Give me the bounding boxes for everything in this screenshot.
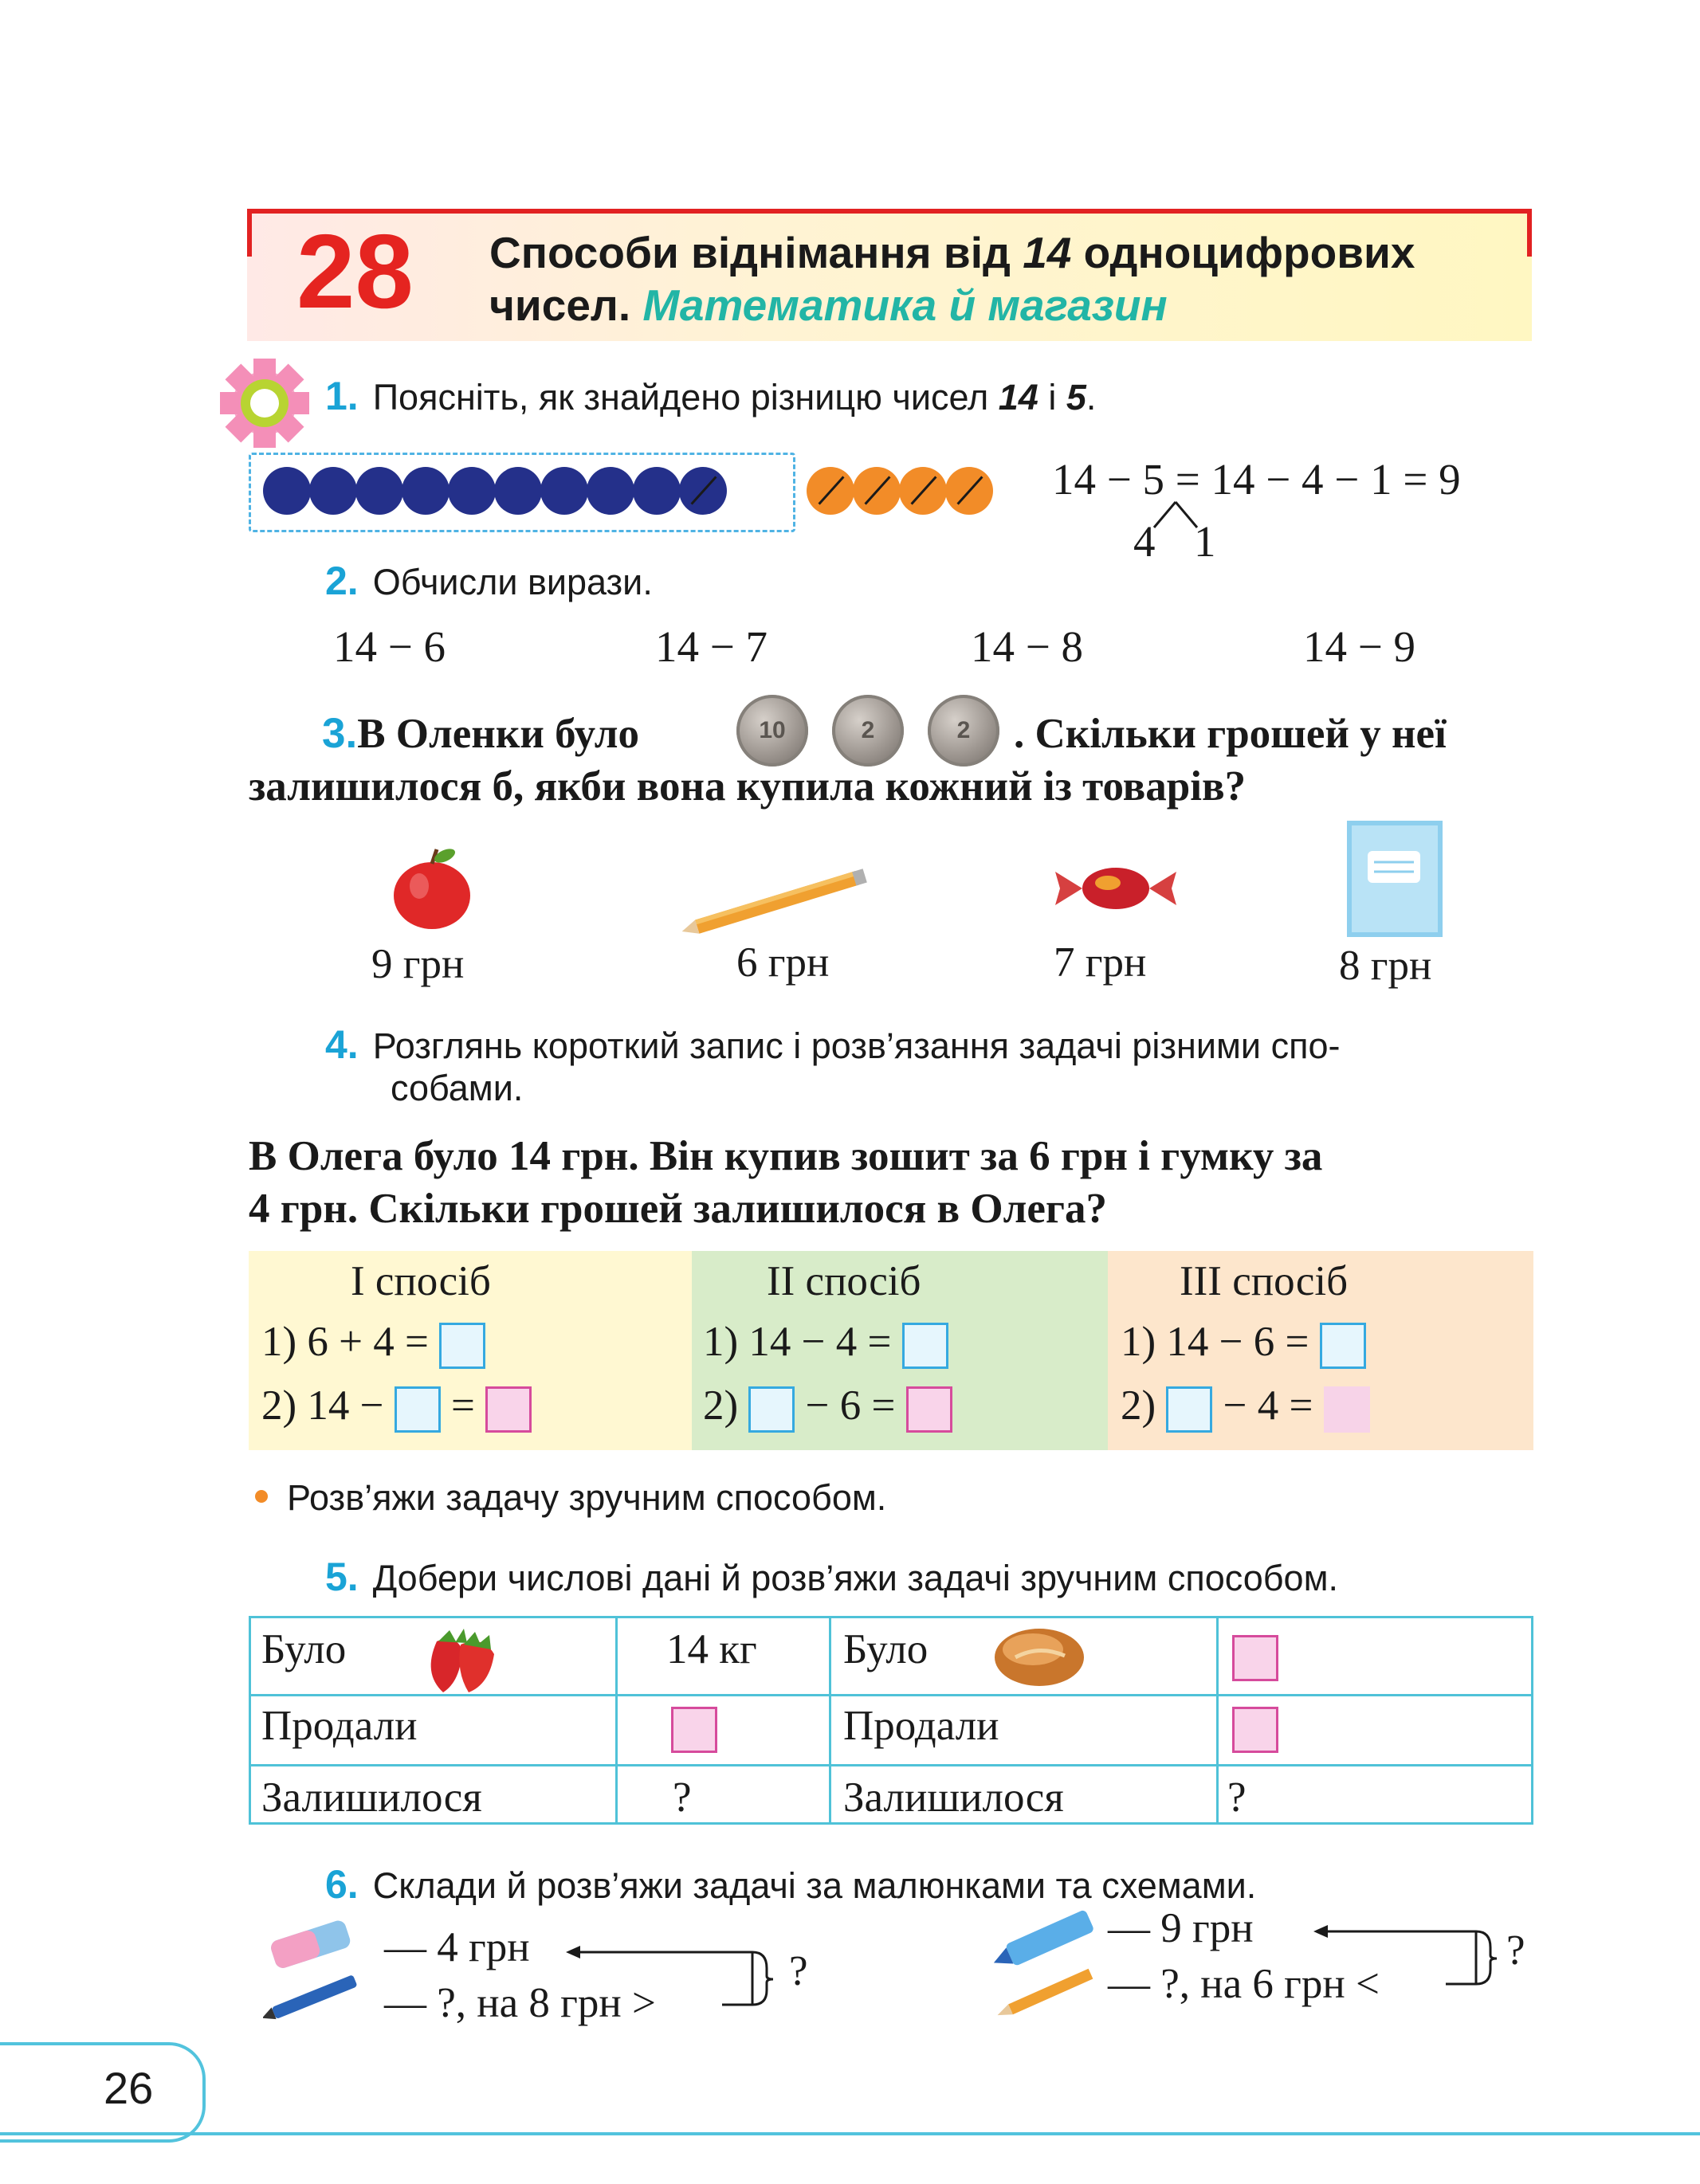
- strike-mark: [956, 476, 983, 504]
- task5-text: [325, 1552, 1338, 1602]
- step-text: 1) 14 − 6 =: [1121, 1319, 1309, 1365]
- task-text: Добери числові дані й розв’яжи задачі зручним способом.: [372, 1558, 1339, 1598]
- left-row1-value: 14 кг: [666, 1626, 757, 1672]
- pencil-icon: [677, 865, 885, 937]
- page-number: 26: [104, 2063, 154, 2113]
- left-row3-label: Залишилося: [261, 1774, 482, 1821]
- result-box[interactable]: [485, 1386, 532, 1433]
- header-edge-right: [1527, 209, 1532, 257]
- expression: 14 − 6: [333, 622, 446, 671]
- right-row3-value: ?: [1227, 1774, 1247, 1821]
- task3-number: 3.: [322, 710, 358, 757]
- task4-text-line1: [325, 1020, 1340, 1070]
- task5-number: 5.: [325, 1555, 359, 1599]
- coin-2-icon: 2: [928, 695, 999, 767]
- expression: 14 − 7: [655, 622, 768, 671]
- title-part: чисел.: [489, 280, 643, 330]
- step-text: 2) 14 −: [261, 1382, 384, 1429]
- step-text: =: [451, 1382, 475, 1429]
- left-scheme-question: ?: [789, 1948, 808, 1994]
- notebook-icon: [1347, 821, 1443, 937]
- task-text: Розглянь короткий запис і розв’язання задачі різними спо-: [372, 1025, 1341, 1066]
- coin-10-icon: 10: [736, 695, 808, 767]
- task6-number: 6.: [325, 1862, 359, 1907]
- lesson-number: 28: [296, 213, 414, 330]
- problem-text: 4 грн. Скільки грошей залишилося в Олега?: [249, 1186, 1107, 1232]
- method-1-step1: [261, 1318, 485, 1369]
- task-text: .: [1086, 377, 1097, 418]
- task-text: В Оленки було: [357, 711, 640, 757]
- answer-box[interactable]: [902, 1323, 948, 1369]
- lesson-title-line2: [489, 279, 1168, 331]
- strike-mark: [818, 476, 844, 504]
- table-col-divider: [1216, 1616, 1219, 1825]
- method-3-title: ІІІ спосіб: [1180, 1258, 1349, 1304]
- price-apple: 9 грн: [371, 941, 465, 987]
- task4-problem-line1: [249, 1130, 1322, 1182]
- result-box[interactable]: [1324, 1386, 1370, 1433]
- apple-icon: [391, 845, 473, 931]
- title-number: 14: [1023, 228, 1072, 277]
- left-row1-label: Було: [261, 1626, 347, 1672]
- task3-line1-a: [322, 708, 639, 760]
- task4-note: Розв’яжи задачу зручним способом.: [287, 1477, 887, 1518]
- right-row2-label: Продали: [843, 1703, 999, 1749]
- answer-box[interactable]: [748, 1386, 795, 1433]
- counter-dot-blue: [448, 467, 496, 515]
- scheme-text: — ?, на 6 грн: [1108, 1961, 1345, 2007]
- bun-icon: [991, 1621, 1087, 1689]
- table-row-divider: [249, 1764, 1533, 1766]
- counter-dot-orange: [807, 467, 854, 515]
- table-col-divider: [829, 1616, 831, 1825]
- counter-dot-orange: [945, 467, 993, 515]
- right-row1-label: Було: [843, 1626, 929, 1672]
- task-text: залишилося б, якби вона купила кожний із товарів?: [249, 763, 1247, 810]
- step-text: 1) 6 + 4 =: [261, 1319, 429, 1365]
- method-1-title: І спосіб: [351, 1258, 491, 1304]
- task6-text: [325, 1860, 1256, 1910]
- split-right: 1: [1194, 517, 1216, 566]
- split-left: 4: [1133, 517, 1156, 566]
- task4-text-line2: собами.: [391, 1068, 524, 1108]
- step-text: 1) 14 − 4 =: [703, 1319, 892, 1365]
- title-part: Способи віднімання від: [489, 228, 1023, 277]
- answer-box[interactable]: [439, 1323, 485, 1369]
- page-bottom-line: [0, 2132, 1700, 2135]
- task2-number: 2.: [325, 559, 359, 603]
- step-text: 2): [1121, 1382, 1156, 1429]
- left-scheme-line1: — 4 грн: [384, 1924, 530, 1970]
- left-scheme-arrows: [563, 1936, 794, 2016]
- strike-mark: [864, 476, 890, 504]
- method-2-step1: [703, 1318, 948, 1369]
- price-candy: 7 грн: [1054, 939, 1147, 986]
- method-1-step2: [261, 1382, 532, 1433]
- flower-icon: [217, 355, 312, 451]
- method-2-step2: [703, 1382, 952, 1433]
- task-text: Обчисли вирази.: [372, 562, 653, 602]
- right-sold-input-box[interactable]: [1232, 1707, 1278, 1753]
- counter-dot-orange: [853, 467, 901, 515]
- strawberry-icon: [414, 1617, 502, 1697]
- right-had-input-box[interactable]: [1232, 1635, 1278, 1681]
- task-number-value: 5: [1066, 377, 1086, 418]
- expression: 14 − 8: [971, 622, 1084, 671]
- eraser-and-pen-icon: [263, 1919, 367, 2030]
- scheme-text: — ?, на 8 грн: [384, 1980, 622, 2026]
- counter-dot-blue: [494, 467, 542, 515]
- marker-and-pencil-icon: [988, 1906, 1108, 2025]
- header-edge-left: [247, 209, 252, 257]
- method-3-step1: [1121, 1318, 1366, 1369]
- counter-dot-blue: [587, 467, 634, 515]
- compare-sign: <: [1356, 1961, 1380, 2007]
- counter-dot-blue: [540, 467, 588, 515]
- step-text: − 6 =: [805, 1382, 896, 1429]
- task4-problem-line2: [249, 1182, 1107, 1235]
- answer-box[interactable]: [1320, 1323, 1366, 1369]
- task1-equation: 14 − 5 = 14 − 4 − 1 = 9: [1052, 455, 1461, 504]
- price-pencil: 6 грн: [736, 939, 830, 986]
- coin-2-icon: 2: [832, 695, 904, 767]
- left-sold-input-box[interactable]: [671, 1707, 717, 1753]
- expression: 14 − 9: [1303, 622, 1416, 671]
- task-text: . Скільки грошей у неї: [1014, 711, 1447, 757]
- right-scheme-line1: — 9 грн: [1108, 1905, 1254, 1951]
- bullet-dot: [255, 1490, 268, 1503]
- task4-number: 4.: [325, 1022, 359, 1067]
- answer-box[interactable]: [395, 1386, 441, 1433]
- answer-box[interactable]: [1166, 1386, 1212, 1433]
- task3-line1-b: [1014, 708, 1447, 760]
- task-text: і: [1038, 377, 1066, 418]
- counter-dot-blue: [309, 467, 357, 515]
- step-text: − 4 =: [1223, 1382, 1313, 1429]
- problem-text: В Олега було 14 грн. Він купив зошит за 6 грн і гумку за: [249, 1133, 1323, 1179]
- method-3-step2: [1121, 1382, 1370, 1433]
- compare-sign: >: [632, 1980, 656, 2026]
- table-col-divider: [615, 1616, 618, 1825]
- method-2-title: ІІ спосіб: [767, 1258, 921, 1304]
- counter-dot-blue: [679, 467, 727, 515]
- price-notebook: 8 грн: [1339, 943, 1432, 989]
- task2-text: [325, 556, 653, 606]
- counter-dot-blue: [633, 467, 681, 515]
- task3-line2: [249, 760, 1246, 813]
- counter-dot-blue: [263, 467, 311, 515]
- counter-dot-blue: [355, 467, 403, 515]
- strike-mark: [690, 476, 717, 504]
- counter-dot-blue: [402, 467, 450, 515]
- step-text: 2): [703, 1382, 739, 1429]
- title-subtopic: Математика й магазин: [642, 280, 1168, 330]
- task-text: Поясніть, як знайдено різницю чисел: [372, 377, 999, 418]
- task1-text: [325, 371, 1096, 422]
- counter-dot-orange: [899, 467, 947, 515]
- right-scheme-question: ?: [1506, 1927, 1525, 1974]
- right-row3-label: Залишилося: [843, 1774, 1064, 1821]
- strike-mark: [910, 476, 936, 504]
- task-text: Склади й розв’яжи задачі за малюнками та схемами.: [372, 1865, 1257, 1906]
- result-box[interactable]: [906, 1386, 952, 1433]
- task1-number: 1.: [325, 374, 359, 418]
- task-number-value: 14: [998, 377, 1038, 418]
- page-number-tab: [0, 2042, 206, 2143]
- left-row2-label: Продали: [261, 1703, 418, 1749]
- lesson-title-line1: [489, 226, 1415, 279]
- candy-icon: [1052, 861, 1180, 916]
- title-part: одноцифрових: [1071, 228, 1415, 277]
- left-row3-value: ?: [673, 1774, 692, 1821]
